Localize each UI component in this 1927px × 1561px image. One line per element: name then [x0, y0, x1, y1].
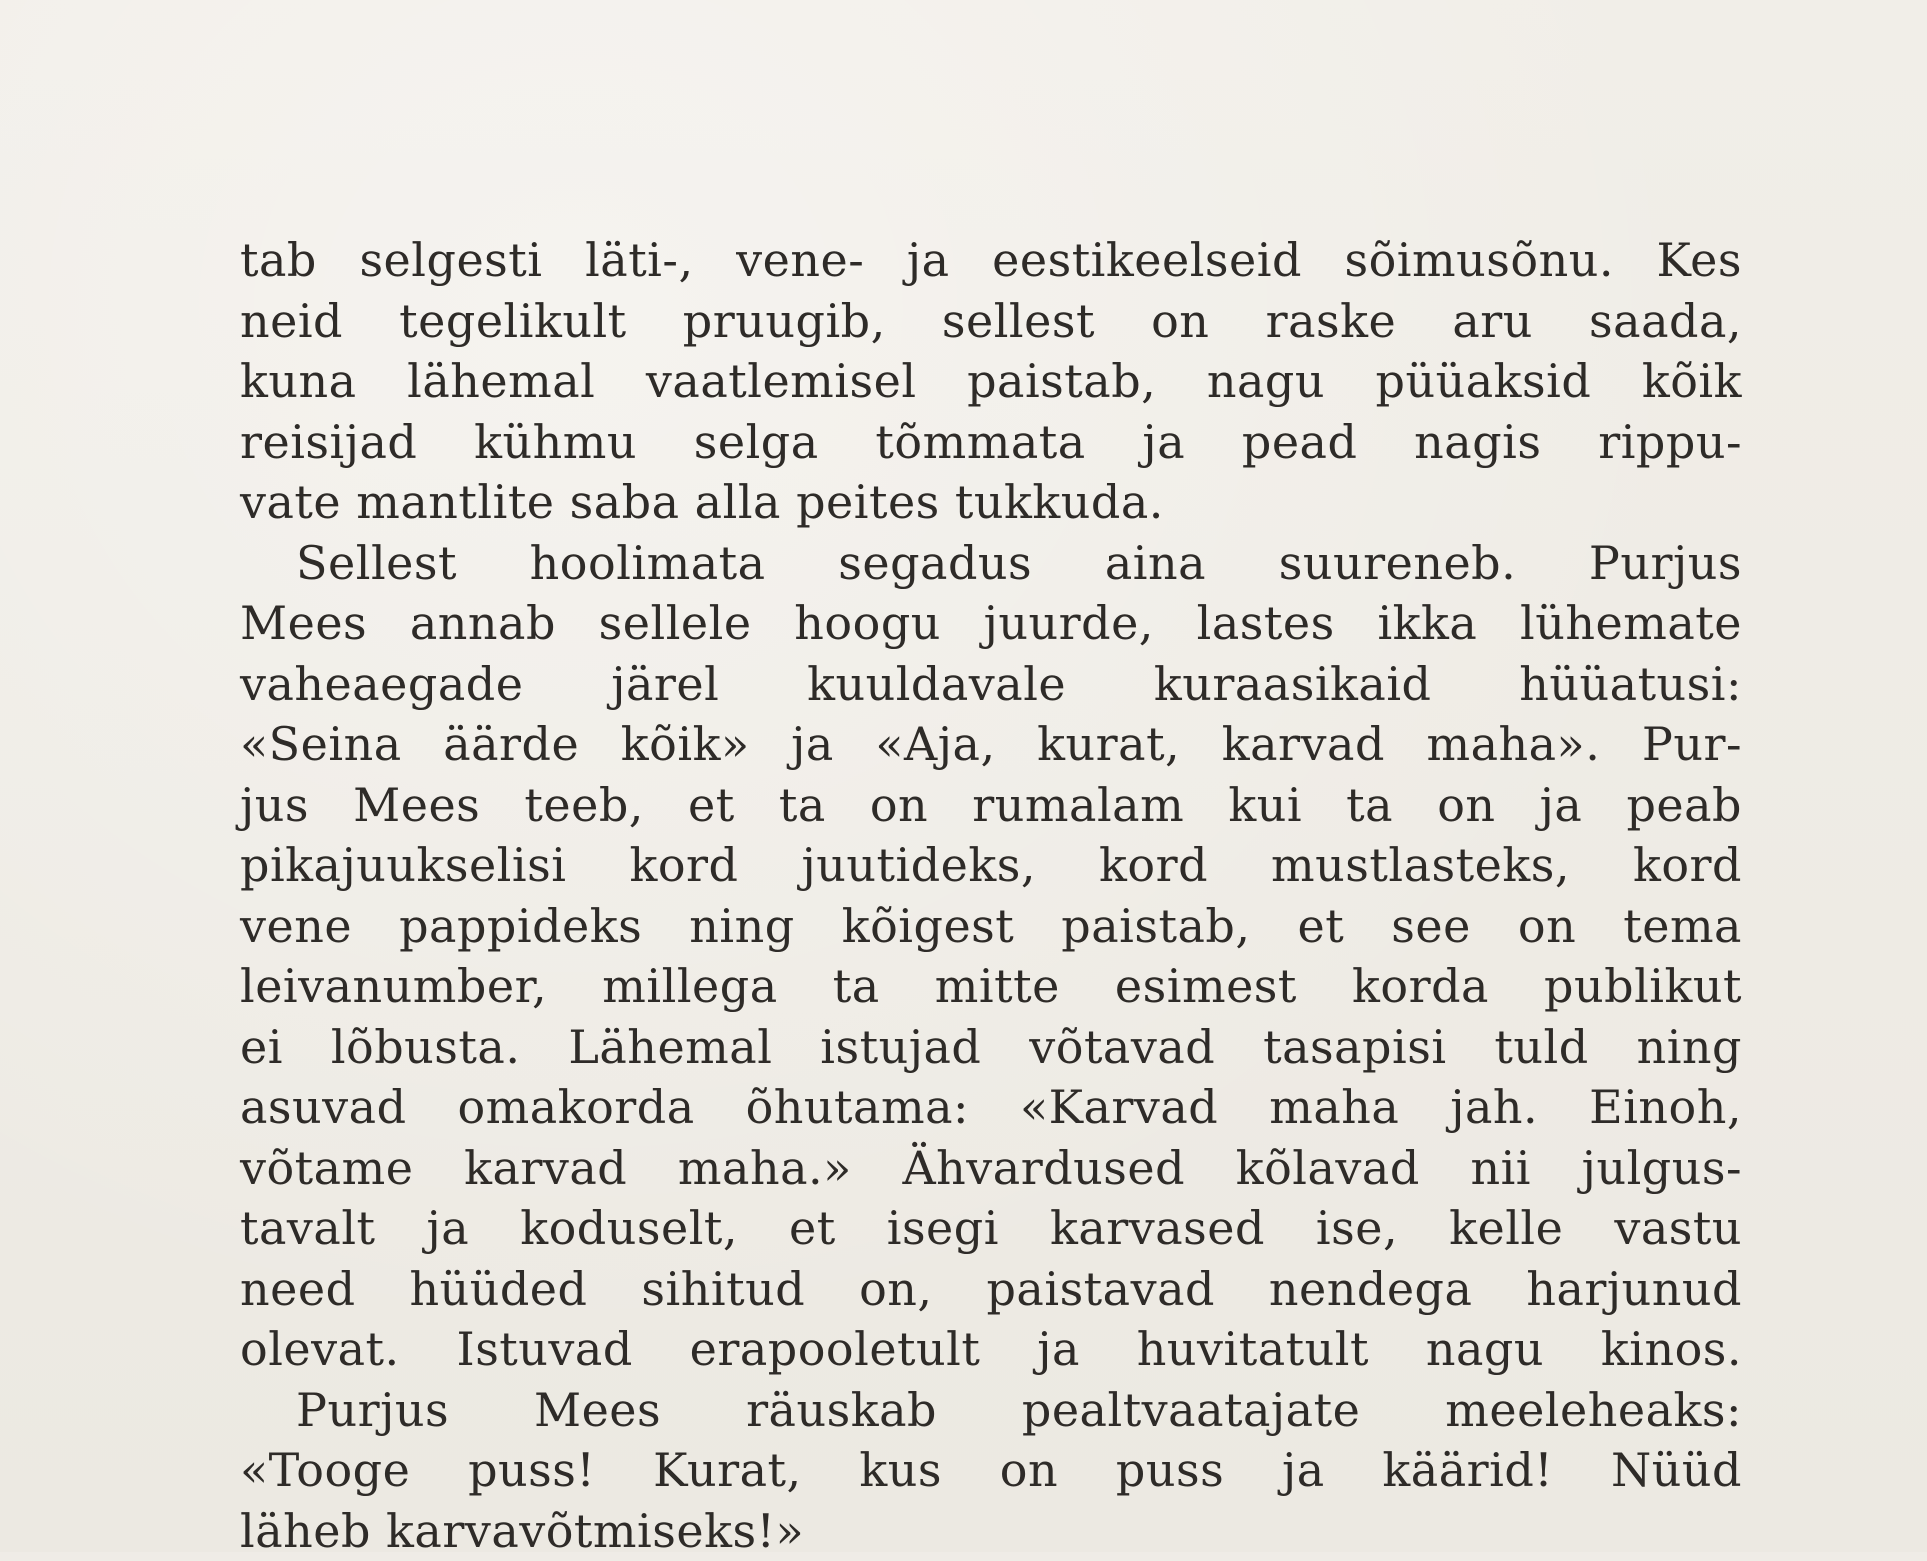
text-line: kuna lähemal vaatlemisel paistab, nagu püüaksid kõik [240, 351, 1742, 412]
text-line: vate mantlite saba alla peites tukkuda. [240, 472, 1742, 533]
text-line: Purjus Mees räuskab pealtvaatajate meeleheaks: [240, 1380, 1742, 1441]
text-line: need hüüded sihitud on, paistavad nendega harjunud [240, 1259, 1742, 1320]
text-line: pikajuukselisi kord juutideks, kord mustlasteks, kord [240, 835, 1742, 896]
text-line: Mees annab sellele hoogu juurde, lastes ikka lühemate [240, 593, 1742, 654]
text-line: vene pappideks ning kõigest paistab, et see on tema [240, 896, 1742, 957]
text-line: ei lõbusta. Lähemal istujad võtavad tasapisi tuld ning [240, 1017, 1742, 1078]
text-line: jus Mees teeb, et ta on rumalam kui ta on ja peab [240, 775, 1742, 836]
text-line: läheb karvavõtmiseks!» [240, 1501, 1742, 1561]
text-line: reisijad kühmu selga tõmmata ja pead nagis rippu- [240, 412, 1742, 473]
text-line: võtame karvad maha.» Ähvardused kõlavad nii julgus- [240, 1138, 1742, 1199]
text-line: vaheaegade järel kuuldavale kuraasikaid hüüatusi: [240, 654, 1742, 715]
text-line: tavalt ja koduselt, et isegi karvased ise, kelle vastu [240, 1198, 1742, 1259]
text-line: neid tegelikult pruugib, sellest on raske aru saada, [240, 291, 1742, 352]
text-line: olevat. Istuvad erapooletult ja huvitatult nagu kinos. [240, 1319, 1742, 1380]
text-line: Sellest hoolimata segadus aina suureneb. Purjus [240, 533, 1742, 594]
text-line: «Tooge puss! Kurat, kus on puss ja käärid! Nüüd [240, 1440, 1742, 1501]
text-line: tab selgesti läti-, vene- ja eestikeelseid sõimusõnu. Kes [240, 230, 1742, 291]
text-line: leivanumber, millega ta mitte esimest korda publikut [240, 956, 1742, 1017]
text-line: asuvad omakorda õhutama: «Karvad maha jah. Einoh, [240, 1077, 1742, 1138]
text-line: «Seina äärde kõik» ja «Aja, kurat, karvad maha». Pur- [240, 714, 1742, 775]
body-text [240, 230, 1742, 1561]
